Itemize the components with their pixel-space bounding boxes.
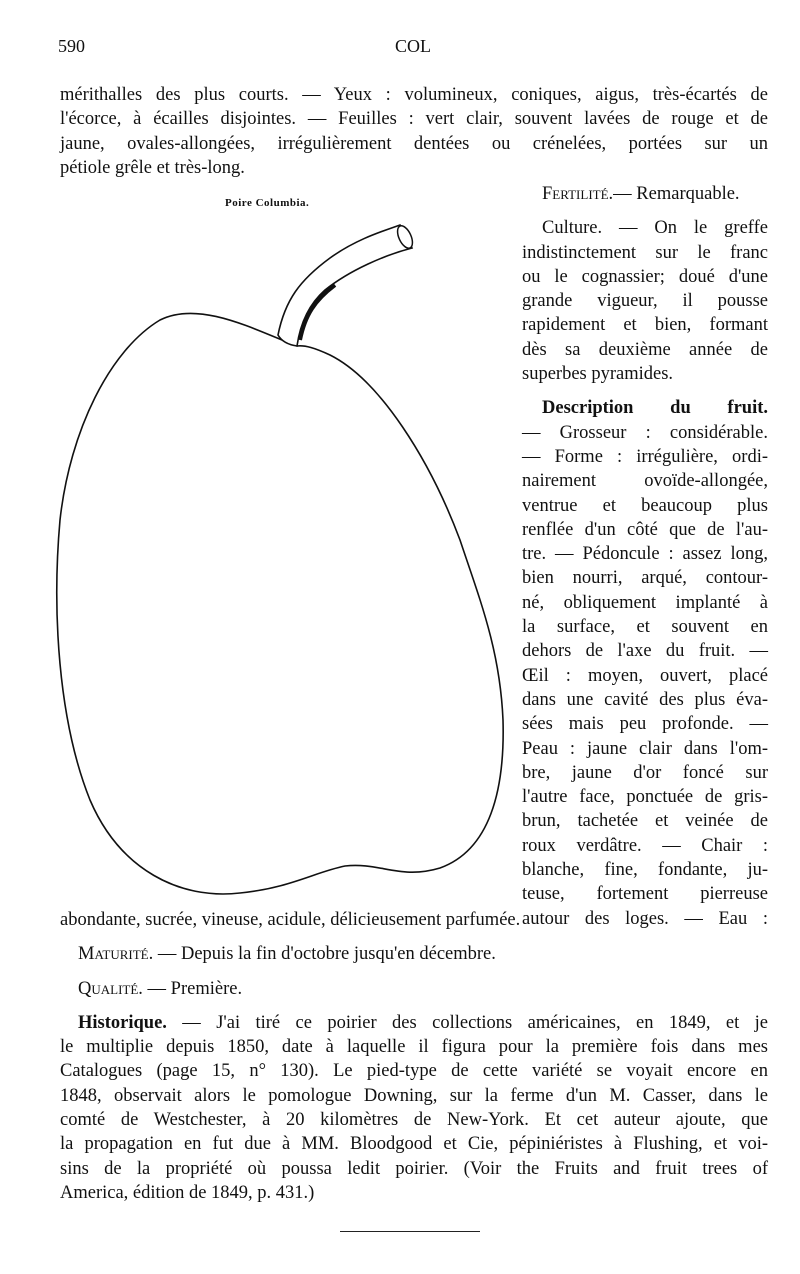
text-line: Culture. — On le greffe — [542, 218, 768, 239]
text-line: brun, tachetée et veinée de — [522, 811, 768, 832]
fertilite-line — [522, 182, 768, 206]
text-line: blanche, fine, fondante, ju- — [522, 860, 768, 881]
text-line: l'écorce, à écailles disjointes. — Feuilles : vert clair, souvent lavées de rouge et de — [60, 109, 768, 130]
text-line: l'autre face, ponctuée de gris- — [522, 787, 768, 808]
text-line: jaune, ovales-allongées, irrégulièrement dentées ou crénelées, portées sur un — [60, 133, 768, 154]
pear-outline — [57, 313, 503, 894]
text-line: indistinctement sur le franc — [522, 242, 768, 263]
text-line: nairement ovoïde-allongée, — [522, 471, 768, 492]
qualite-line — [60, 977, 768, 1001]
text-line: grande vigueur, il pousse — [522, 291, 768, 312]
qualite-label: Qualité. — [78, 978, 143, 999]
text-line: roux verdâtre. — Chair : — [522, 835, 768, 856]
text-line: Œil : moyen, ouvert, placé — [522, 665, 768, 686]
description-heading: Description du fruit. — [542, 398, 768, 419]
end-rule — [340, 1231, 480, 1232]
bottom-text — [60, 908, 768, 1205]
historique-label: Historique. — [78, 1012, 167, 1033]
text-line: — Forme : irrégulière, ordi- — [522, 446, 768, 467]
maturite-label: Maturité. — [78, 944, 154, 965]
text-line: mérithalles des plus courts. — Yeux : volumineux, coniques, aigus, très-écartés de — [60, 85, 768, 105]
text-line: autour des loges. — Eau : — [522, 908, 768, 929]
right-column — [522, 182, 768, 931]
text-line: teuse, fortement pierreuse — [522, 884, 768, 905]
historique-line — [60, 1011, 768, 1035]
text-line: Peau : jaune clair dans l'om- — [522, 738, 768, 759]
text-line: sées mais peu profonde. — — [522, 714, 768, 735]
text-line: — J'ai tiré ce poirier des collections américaines, en 1849, et je — [166, 1012, 768, 1033]
fertilite-label: Fertilité. — [542, 184, 614, 204]
text-line: America, édition de 1849, p. 431.) — [60, 1182, 315, 1203]
text-line: 1848, observait alors le pomologue Downing, sur la ferme d'un M. Casser, dans le — [60, 1085, 768, 1106]
text-line: le multiplie depuis 1850, date à laquelle il figura pour la première fois dans mes — [60, 1037, 768, 1058]
text-line: bien nourri, arqué, contour- — [522, 568, 768, 589]
maturite-line — [60, 942, 768, 966]
text-line: bre, jaune d'or foncé sur — [522, 762, 768, 783]
text-line: superbes pyramides. — [522, 364, 674, 385]
text-line: dans une cavité des plus éva- — [522, 689, 768, 710]
page-number: 590 — [58, 36, 85, 56]
text-line: né, obliquement implanté à — [522, 592, 768, 613]
running-title: COL — [395, 36, 431, 56]
text-line: rapidement et bien, formant — [522, 315, 768, 336]
text-line: tre. — Pédoncule : assez long, — [522, 544, 768, 565]
text-line: la surface, et souvent en — [522, 617, 768, 638]
text-line: — Grosseur : considérable. — [522, 422, 768, 443]
text-line: la propagation en fut due à MM. Bloodgood et Cie, pépiniéristes à Flushing, et voi- — [60, 1134, 768, 1155]
text-line: dehors de l'axe du fruit. — — [522, 641, 768, 662]
text-line: ventrue et beaucoup plus — [522, 495, 768, 516]
figure-caption: Poire Columbia. — [225, 197, 310, 209]
text-line: comté de Westchester, à 20 kilomètres de New-York. Et cet auteur ajoute, que — [60, 1110, 768, 1131]
text-line: abondante, sucrée, vineuse, acidule, délicieusement parfumée. — [60, 910, 521, 930]
qualite-text: — Première. — [147, 978, 243, 999]
text-line: pétiole grêle et très-long. — [60, 157, 245, 178]
maturite-text: — Depuis la fin d'octobre jusqu'en décembre. — [157, 944, 496, 965]
text-line: Catalogues (page 15, n° 130). Le pied-type de cette variété se voyait encore en — [60, 1061, 768, 1082]
text-line: dès sa deuxième année de — [522, 339, 768, 360]
text-line: sins de la propriété où poussa ledit poirier. (Voir the Fruits and fruit trees of — [60, 1158, 768, 1179]
pear-stem — [278, 225, 412, 346]
text-line: renflée d'un côté que de l'au- — [522, 519, 768, 540]
fertilite-text: — Remarquable. — [613, 184, 740, 204]
text-line: ou le cognassier; doué d'une — [522, 266, 768, 287]
